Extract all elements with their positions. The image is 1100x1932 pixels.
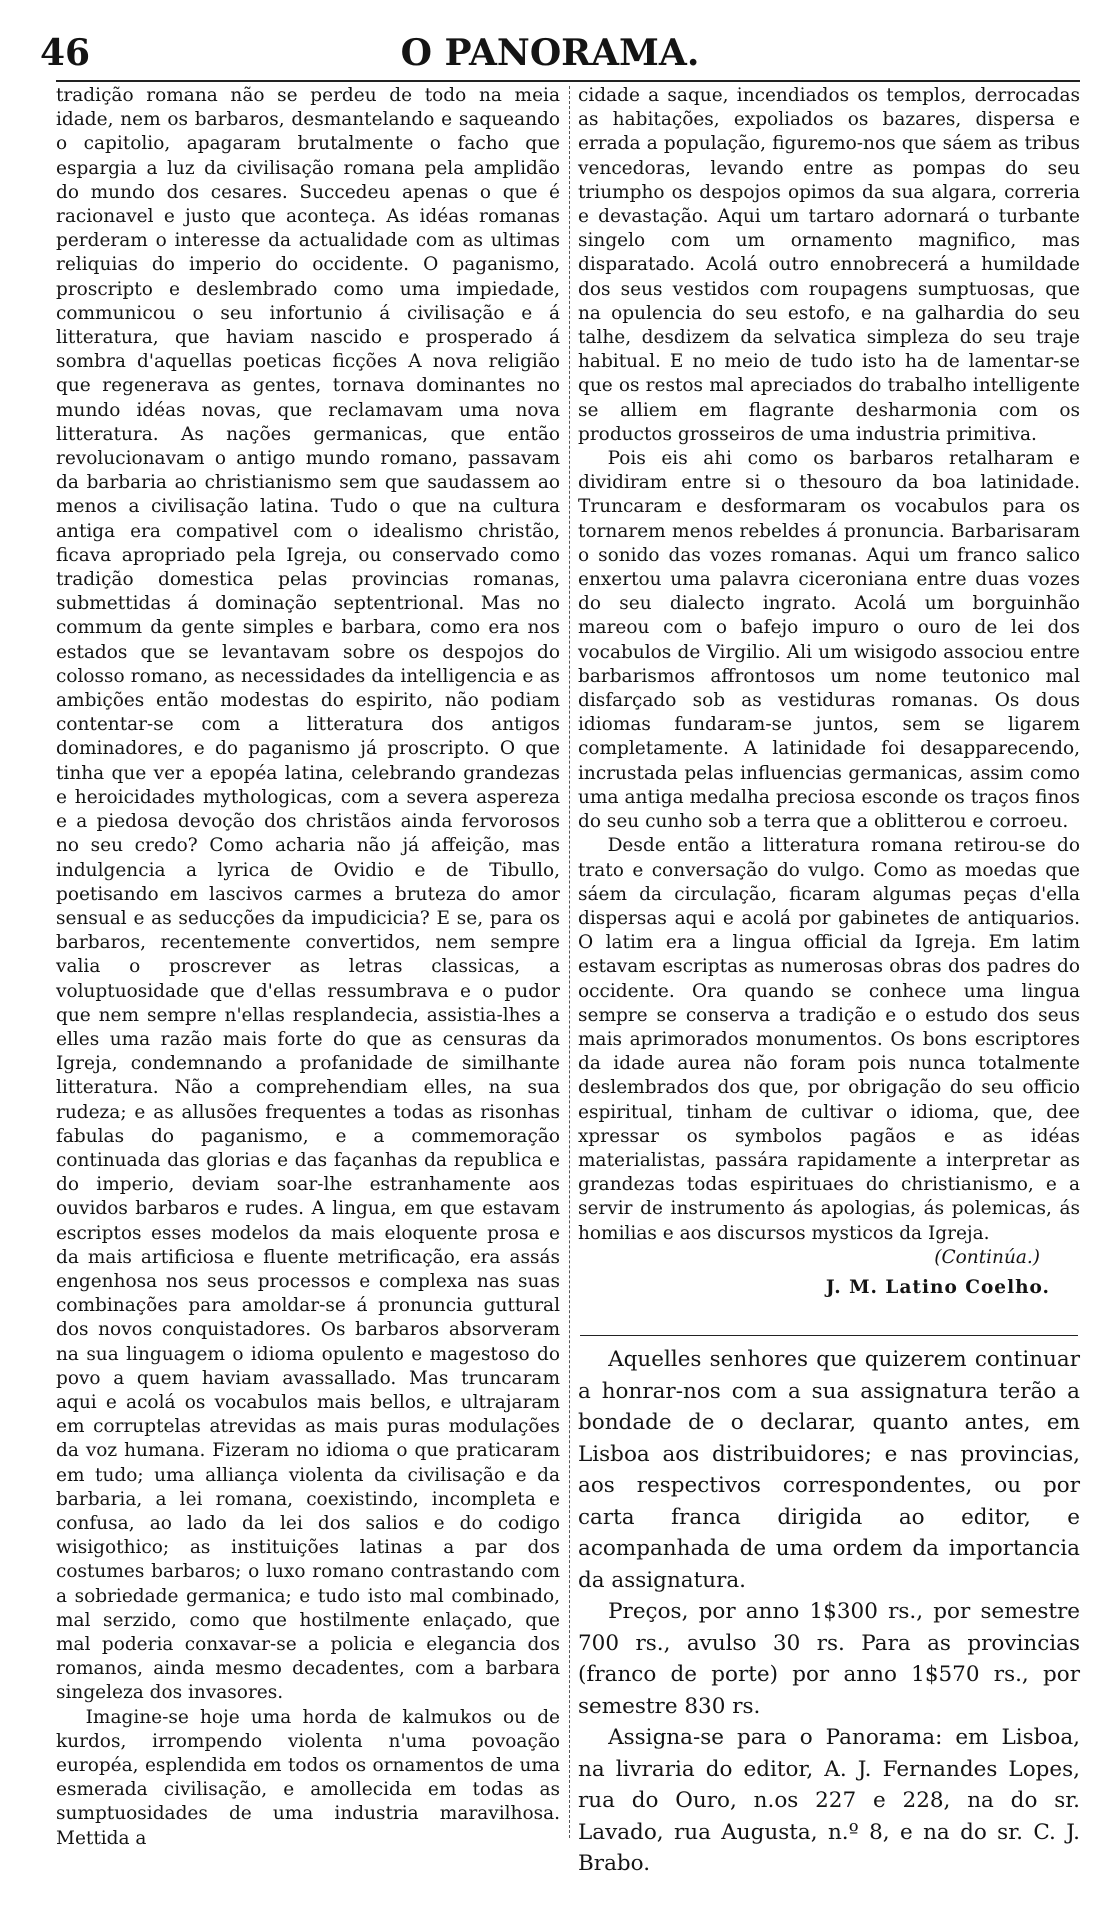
left-column [56,84,560,1851]
subscription-places-paragraph: Assigna-se para o Panorama: em Lisboa, na livraria do editor, A. J. Fernandes Lopes, rua do Ouro, n.os 227 e 228, na do sr. Lavado, rua Augusta, n.º 8, e na do sr. C. J. Brabo. [578,1725,1080,1876]
article-paragraph: cidade a saque, incendiados os templos, derrocadas as habitações, expoliados os bazares, dispersa e errada a população, figuremo-nos que sáem as tribus vencedoras, levando entre as pompas do seu triumpho os despojos opimos da sua algara, correria e devastação. Aqui um tartaro adornará o turbante singelo com um ornamento magnifico, mas disparatado. Acolá outro ennobrecerá a humildade dos seus vestidos com roupagens sumptuosas, que na opulencia do seu estofo, e na galhardia do seu talhe, desdizem da selvatica simpleza do seu traje habitual. E no meio de tudo isto ha de lamentar-se que os restos mal apreciados do trabalho intelligente se alliem em flagrante desharmonia com os productos grosseiros de uma industria primitiva. [578,85,1080,445]
article-paragraph: tradição romana não se perdeu de todo na meia idade, nem os barbaros, desmantelando e saqueando o capitolio, apagaram brutalmente o facho que espargia a luz da civilisação romana pela amplidão do mundo dos cesares. Succedeu apenas o que é racionavel e justo que aconteça. As idéas romanas perderam o interesse da actualidade com as ultimas reliquias do imperio do occidente. O paganismo, proscripto e deslembrado como uma impiedade, communicou o seu infortunio á civilisação e á litteratura, que haviam nascido e prosperado á sombra d'aquellas poeticas ficções A nova religião que regenerava as gentes, tornava dominantes no mundo idéas novas, que reclamavam uma nova litteratura. As nações germanicas, que então revolucionavam o antigo mundo romano, passavam da barbaria ao christianismo sem que saudassem ao menos a civilisação latina. Tudo o que na cultura antiga era compativel com o idealismo christão, ficava apropriado pela Igreja, ou conservado como tradição domestica pelas provincias romanas, submettidas á dominação septentrional. Mas no commum da gente simples e barbara, como era nos estados que se levantavam sobre os despojos do colosso romano, as necessidades da intelligencia e as ambições então modestas do espirito, não podiam contentar-se com a litteratura dos antigos dominadores, e do paganismo já proscripto. O que tinha que ver a epopéa latina, celebrando grandezas e heroicidades mythologicas, com a severa aspereza e a piedosa devoção dos christãos ainda fervorosos no seu credo? Como acharia não já affeição, mas indulgencia a lyrica de Ovidio e de Tibullo, poetisando em lascivos carmes a bruteza do amor sensual e as seducções da impudicicia? E se, para os barbaros, recentemente convertidos, nem sempre valia o proscrever as letras classicas, a voluptuosidade que d'ellas ressumbrava e o pudor que nem sempre n'ellas resplandecia, assistia-lhes a elles uma razão mais forte do que as censuras da Igreja, condemnando a profanidade de similhante litteratura. Não a comprehendiam elles, na sua rudeza; e as allusões frequentes a todas as risonhas fabulas do paganismo, e a commemoração continuada das glorias e das façanhas da republica e do imperio, deviam soar-lhe estranhamente aos ouvidos barbaros e rudes. A lingua, em que estavam escriptos esses modelos da mais eloquente prosa e da mais artificiosa e fluente metrificação, era assás engenhosa nos seus processos e complexa nas suas combinações para amoldar-se á pronuncia guttural dos novos conquistadores. Os barbaros absorveram na sua linguagem o idioma opulento e magestoso do povo a quem haviam avassallado. Mas truncaram aqui e acolá os vocabulos mais bellos, e ultrajaram em corruptelas atrevidas as mais puras modulações da voz humana. Fizeram no idioma o que praticaram em tudo; uma alliança violenta da civilisação e da barbaria, a lei romana, coexistindo, incompleta e confusa, ao lado da lei dos salios e do codigo wisigothico; as instituições latinas a par dos costumes barbaros; o luxo romano contrastando com a sobriedade germanica; e tudo isto mal combinado, mal serzido, como que hostilmente enlaçado, que mal poderia conxavar-se a policia e elegancia dos romanos, ainda mesmo decadentes, com a barbara singeleza dos invasores. [56,85,560,1704]
column-divider [569,86,570,1838]
author-name: J. M. Latino Coelho. [825,1276,1050,1298]
notice-rule [580,1335,1078,1336]
subscription-notice [578,1344,1080,1880]
right-column [578,84,1080,1300]
article-paragraph: Pois eis ahi como os barbaros retalharam e dividiram entre si o thesouro da boa latinidade. Truncaram e desformaram os vocabulos para os tornarem menos rebeldes á pronuncia. Barbarisaram o sonido das vozes romanas. Aqui um franco salico enxertou uma palavra ciceroniana entre duas vozes do seu dialecto ingrato. Acolá um borguinhão mareou com o bafejo impuro o ouro de lei dos vocabulos de Virgilio. Ali um wisigodo associou entre barbarismos affrontosos um nome teutonico mal disfarçado sob as vestiduras romanas. Os dous idiomas fundaram-se juntos, sem se ligarem completamente. A latinidade foi desapparecendo, incrustada pelas influencias germanicas, assim como uma antiga medalha preciosa esconde os traços finos do seu cunho sob a terra que a oblitterou e corroeu. [578,448,1080,833]
prices-paragraph: Preços, por anno 1$300 rs., por semestre 700 rs., avulso 30 rs. Para as provincias (franco de porte) por anno 1$570 rs., por semestre 830 rs. [578,1599,1080,1719]
notice-paragraph: Aquelles senhores que quizerem continuar a honrar-nos com a sua assignatura terão a bondade de o declarar, quanto antes, em Lisboa aos distribuidores; e nas provincias, aos respectivos correspondentes, ou por carta franca dirigida ao editor, e acompanhada de uma ordem da importancia da assignatura. [578,1347,1080,1593]
page-number: 46 [40,32,91,74]
article-paragraph: Imagine-se hoje uma horda de kalmukos ou de kurdos, irrompendo violenta n'uma povoação européa, esplendida em todos os ornamentos de uma esmerada civilisação, e amollecida em todas as sumptuosidades de uma industria maravilhosa. Mettida a [56,1706,560,1849]
header-rule [56,80,1080,82]
article-signature [578,1246,1080,1300]
continued-note: (Continúa.) [934,1246,1040,1268]
masthead-title: O PANORAMA. [400,32,700,74]
article-paragraph: Desde então a litteratura romana retirou-se do trato e conversação do vulgo. Como as moedas que sáem da circulação, ficaram algumas peças d'ella dispersas aqui e acolá por gabinetes de antiquarios. O latim era a lingua official da Igreja. Em latim estavam escriptas as numerosas obras dos padres do occidente. Ora quando se conhece uma lingua sempre se conserva a tradição e o estudo dos seus mais aprimorados monumentos. Os bons escriptores da idade aurea não foram pois nunca totalmente deslembrados dos que, por obrigação do seu officio espiritual, tinham de cultivar o idioma, que, dee xpressar os symbolos pagãos e as idéas materialistas, passára rapidamente a interpretar as grandezas todas espirituaes do christianismo, e a servir de instrumento ás apologias, ás polemicas, ás homilias e aos discursos mysticos da Igreja. [578,835,1080,1244]
